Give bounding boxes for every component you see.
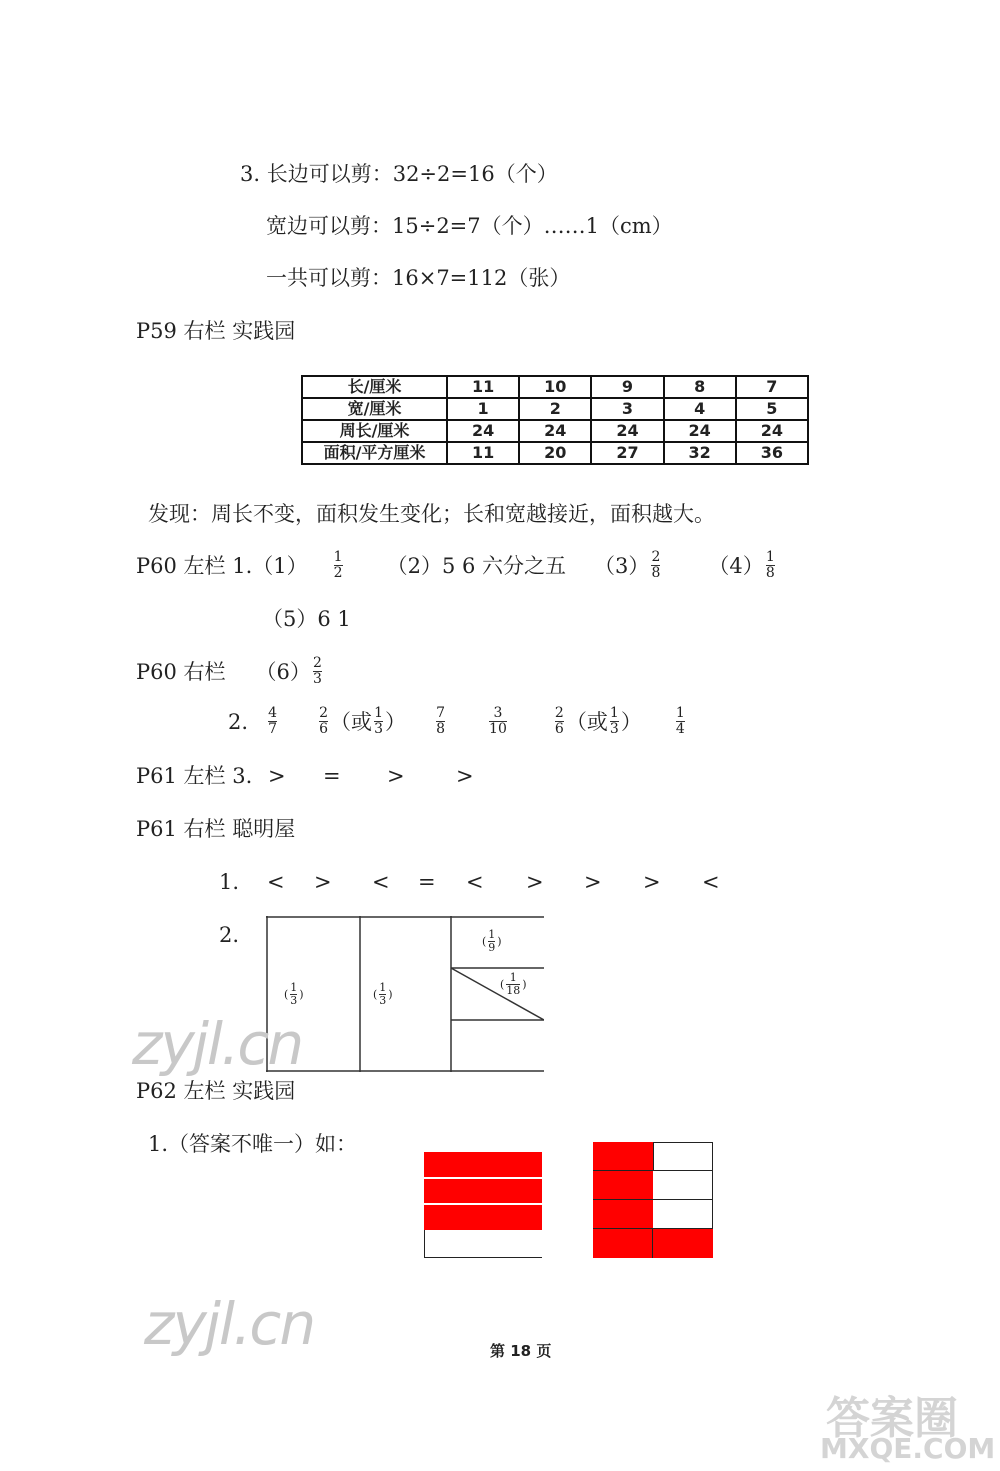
line-long-side: 3. 长边可以剪：32÷2=16（个） — [240, 162, 558, 186]
diagram-fraction: ( 1 9 ) — [482, 928, 502, 954]
table-cell: 8 — [664, 376, 736, 398]
fraction — [268, 706, 277, 737]
fraction-numerator: 1 — [675, 705, 685, 721]
p60-right-row — [136, 656, 324, 687]
fraction-denominator: 18 — [506, 984, 521, 997]
heading-p61-right: P61 右栏 聪明屋 — [136, 817, 296, 841]
p62-item1: 1.（答案不唯一）如： — [148, 1132, 358, 1156]
p60-item3: （3） — [594, 553, 650, 578]
table-cell: 24 — [447, 420, 519, 442]
strip-cell — [424, 1205, 542, 1230]
table-row — [302, 376, 808, 398]
watermark-logo: zyjl.cn — [132, 1010, 303, 1078]
fraction-denominator: 2 — [333, 565, 343, 581]
compare-symbol: < — [466, 870, 484, 894]
p60-left-prefix: P60 左栏 1.（1） — [136, 553, 308, 578]
compare-symbol: > — [526, 870, 544, 894]
fraction-numerator: 3 — [493, 705, 503, 721]
table-row — [302, 420, 808, 442]
compare-symbol: = — [418, 870, 436, 894]
fraction-numerator: 1 — [374, 705, 383, 721]
fraction-diagram — [266, 916, 544, 1072]
line-short-side: 宽边可以剪：15÷2=7（个）……1（cm） — [266, 214, 673, 238]
fraction-denominator: 8 — [436, 721, 445, 737]
grid-cell — [593, 1171, 653, 1200]
fraction-denominator: 4 — [675, 721, 685, 737]
table-cell: 11 — [447, 442, 519, 464]
fraction-denominator: 10 — [489, 721, 507, 737]
p60-item5: （5）6 1 — [262, 607, 351, 631]
compare-symbol: > — [456, 764, 474, 788]
table-cell: 10 — [519, 376, 591, 398]
fraction-numerator: 1 — [509, 971, 517, 984]
heading-p61-left: P61 左栏 3. — [136, 764, 253, 788]
compare-symbol: > — [643, 870, 661, 894]
p60-item2: （2）5 6 六分之五 — [386, 553, 567, 578]
compare-symbol: < — [372, 870, 390, 894]
fraction — [651, 550, 660, 581]
grid-cell — [593, 1142, 653, 1171]
diagram-fraction: ( 1 3 ) — [373, 981, 393, 1007]
p60-left-row — [136, 550, 777, 581]
table-row — [302, 442, 808, 464]
fraction-denominator: 6 — [554, 721, 564, 737]
table-cell: 32 — [664, 442, 736, 464]
fraction-denominator: 3 — [312, 671, 322, 687]
rectangle-table — [301, 375, 809, 465]
or-text: （或 — [330, 709, 373, 734]
fraction-numerator: 1 — [333, 549, 343, 565]
fraction — [555, 706, 564, 737]
grid-cell-empty — [653, 1142, 713, 1171]
q2-label: 2. — [219, 923, 240, 947]
table-cell: 3 — [591, 398, 663, 420]
fraction-numerator: 2 — [554, 705, 564, 721]
grid-cell — [593, 1229, 653, 1258]
fraction-numerator: 7 — [436, 705, 445, 721]
discovery-text: 发现：周长不变，面积发生变化；长和宽越接近，面积越大。 — [148, 502, 715, 526]
table-cell: 20 — [519, 442, 591, 464]
fraction — [374, 706, 383, 737]
watermark-site-url: MXQE.COM — [820, 1432, 996, 1465]
fraction — [334, 550, 343, 581]
p60-right-prefix: P60 右栏 — [136, 659, 226, 684]
table-row-label: 面积/平方厘米 — [302, 442, 447, 464]
table-cell: 27 — [591, 442, 663, 464]
fraction — [489, 706, 507, 737]
fraction — [319, 706, 328, 737]
line-total: 一共可以剪：16×7=112（张） — [266, 266, 571, 290]
fraction-denominator: 8 — [765, 565, 775, 581]
table-cell: 7 — [736, 376, 808, 398]
table-cell: 11 — [447, 376, 519, 398]
fraction-numerator: 1 — [765, 549, 775, 565]
compare-symbol: = — [323, 764, 341, 788]
watermark-site-logo: 答案圈 — [826, 1393, 958, 1444]
fraction-numerator: 4 — [268, 705, 277, 721]
table-cell: 9 — [591, 376, 663, 398]
fraction-numerator: 2 — [319, 705, 328, 721]
diagram-fraction: ( 1 18 ) — [500, 971, 527, 997]
fraction — [676, 706, 685, 737]
fraction — [436, 706, 445, 737]
watermark-logo: zyjl.cn — [144, 1290, 315, 1358]
fraction-denominator: 8 — [651, 565, 661, 581]
table-cell: 24 — [664, 420, 736, 442]
strip-cell — [424, 1152, 542, 1179]
fraction-denominator: 6 — [319, 721, 328, 737]
grid-cell — [653, 1229, 713, 1258]
table-row-label: 长/厘米 — [302, 376, 447, 398]
table-row-label: 宽/厘米 — [302, 398, 447, 420]
strip-cell-empty — [424, 1230, 542, 1258]
compare-symbol: < — [702, 870, 720, 894]
fraction-denominator: 3 — [379, 994, 387, 1007]
diagram-fraction: ( 1 3 ) — [284, 981, 304, 1007]
fraction — [610, 706, 619, 737]
p60-item6: （6） — [255, 659, 311, 684]
heading-p62: P62 左栏 实践园 — [136, 1079, 296, 1103]
fraction — [313, 656, 322, 687]
q2-label: 2. — [228, 709, 249, 734]
fraction-denominator: 7 — [268, 721, 277, 737]
table-row — [302, 398, 808, 420]
table-cell: 24 — [736, 420, 808, 442]
fraction-numerator: 1 — [379, 981, 387, 994]
fraction-denominator: 3 — [609, 721, 619, 737]
or-text: （或 — [565, 709, 608, 734]
shaded-grid-b — [593, 1142, 713, 1258]
grid-cell-empty — [653, 1200, 713, 1229]
compare-symbol: > — [387, 764, 405, 788]
close-paren: ） — [620, 709, 642, 734]
fraction — [766, 550, 775, 581]
p60-q2-row — [228, 706, 687, 737]
grid-cell-empty — [653, 1171, 713, 1200]
grid-cell — [593, 1200, 653, 1229]
table-cell: 36 — [736, 442, 808, 464]
fraction-denominator: 3 — [290, 994, 298, 1007]
fraction-numerator: 2 — [651, 549, 661, 565]
fraction-numerator: 2 — [312, 655, 322, 671]
table-row-label: 周长/厘米 — [302, 420, 447, 442]
fraction-numerator: 1 — [488, 928, 496, 941]
table-cell: 24 — [591, 420, 663, 442]
strip-cell — [424, 1179, 542, 1205]
table-cell: 2 — [519, 398, 591, 420]
page-number: 第 18 页 — [490, 1342, 552, 1360]
fraction-denominator: 9 — [488, 941, 496, 954]
fraction-numerator: 1 — [290, 981, 298, 994]
shaded-strips-a — [424, 1152, 542, 1258]
table-cell: 1 — [447, 398, 519, 420]
table-cell: 24 — [519, 420, 591, 442]
table-cell: 4 — [664, 398, 736, 420]
heading-p59: P59 右栏 实践园 — [136, 319, 296, 343]
table-cell: 5 — [736, 398, 808, 420]
compare-symbol: > — [314, 870, 332, 894]
close-paren: ） — [385, 709, 407, 734]
compare-symbol: > — [584, 870, 602, 894]
compare-symbol: < — [267, 870, 285, 894]
fraction-numerator: 1 — [609, 705, 619, 721]
fraction-denominator: 3 — [374, 721, 383, 737]
p60-item4: （4） — [708, 553, 764, 578]
compare-symbol: > — [268, 764, 286, 788]
q1-label: 1. — [219, 870, 240, 894]
